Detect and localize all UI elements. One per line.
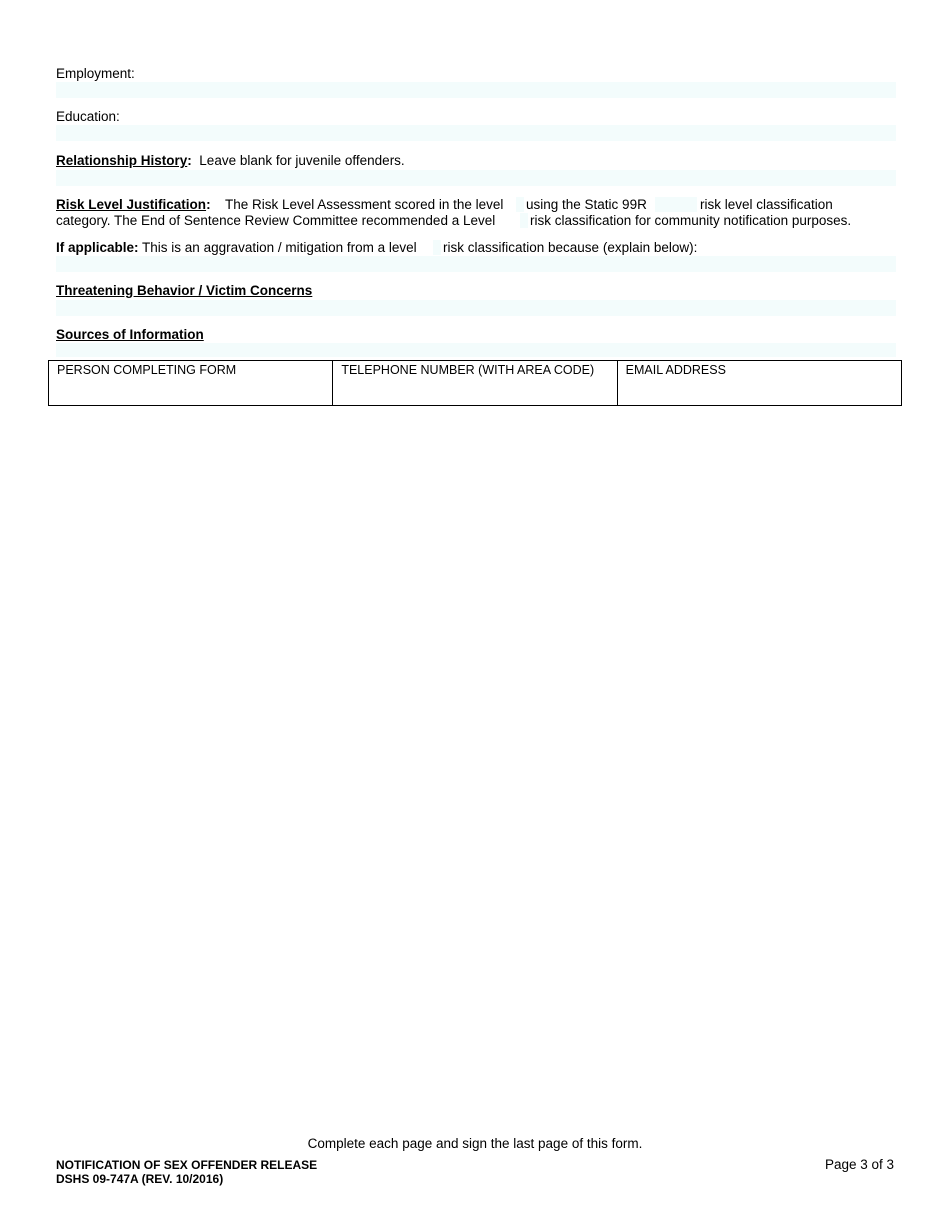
footer-form-number: DSHS 09-747A (REV. 10/2016) (56, 1172, 224, 1186)
threatening-behavior-field[interactable] (56, 300, 896, 316)
if-applicable-level-field[interactable] (433, 240, 441, 255)
risk-level-text-1c: risk level classification (700, 197, 833, 212)
telephone-field[interactable] (341, 381, 616, 399)
static-99r-field[interactable] (655, 197, 697, 212)
relationship-history-colon: : (187, 153, 192, 168)
telephone-label: TELEPHONE NUMBER (WITH AREA CODE) (341, 363, 595, 377)
sources-heading: Sources of Information (56, 327, 204, 342)
if-applicable-line (56, 240, 417, 255)
risk-level-colon: : (206, 197, 211, 212)
risk-level-text-1a: The Risk Level Assessment scored in the level (225, 197, 504, 212)
if-applicable-heading: If applicable: (56, 240, 139, 255)
risk-level-scored-field[interactable] (516, 197, 524, 212)
risk-level-recommended-field[interactable] (520, 213, 528, 228)
risk-level-text-2b: risk classification for community notification purposes. (530, 213, 852, 228)
if-applicable-text-b: risk classification because (explain below): (443, 240, 698, 255)
risk-level-text-1b: using the Static 99R (526, 197, 647, 212)
risk-level-heading: Risk Level Justification (56, 197, 207, 212)
relationship-history-heading: Relationship History (56, 153, 188, 168)
relationship-history-line (56, 153, 405, 168)
email-label: EMAIL ADDRESS (625, 363, 726, 377)
page-number: Page 3 of 3 (824, 1157, 894, 1172)
person-completing-label: PERSON COMPLETING FORM (57, 363, 237, 377)
threatening-behavior-heading: Threatening Behavior / Victim Concerns (56, 283, 313, 298)
footer-instruction: Complete each page and sign the last page of this form. (307, 1136, 643, 1151)
risk-level-line-1 (56, 197, 211, 212)
footer-form-title: NOTIFICATION OF SEX OFFENDER RELEASE (56, 1158, 318, 1172)
email-field[interactable] (626, 381, 901, 399)
person-completing-cell (49, 361, 333, 405)
contact-table (48, 360, 902, 406)
education-field[interactable] (56, 125, 896, 141)
person-completing-field[interactable] (57, 381, 332, 399)
if-applicable-text-a: This is an aggravation / mitigation from a level (142, 240, 417, 255)
sources-field[interactable] (56, 343, 896, 357)
employment-field[interactable] (56, 82, 896, 98)
education-label: Education: (56, 109, 120, 124)
risk-level-text-2a: category. The End of Sentence Review Committee recommended a Level (56, 213, 496, 228)
employment-label: Employment: (56, 66, 135, 81)
email-cell (618, 361, 901, 405)
relationship-history-field[interactable] (56, 170, 896, 186)
relationship-history-note: Leave blank for juvenile offenders. (199, 153, 405, 168)
if-applicable-field[interactable] (56, 256, 896, 272)
telephone-cell (333, 361, 617, 405)
